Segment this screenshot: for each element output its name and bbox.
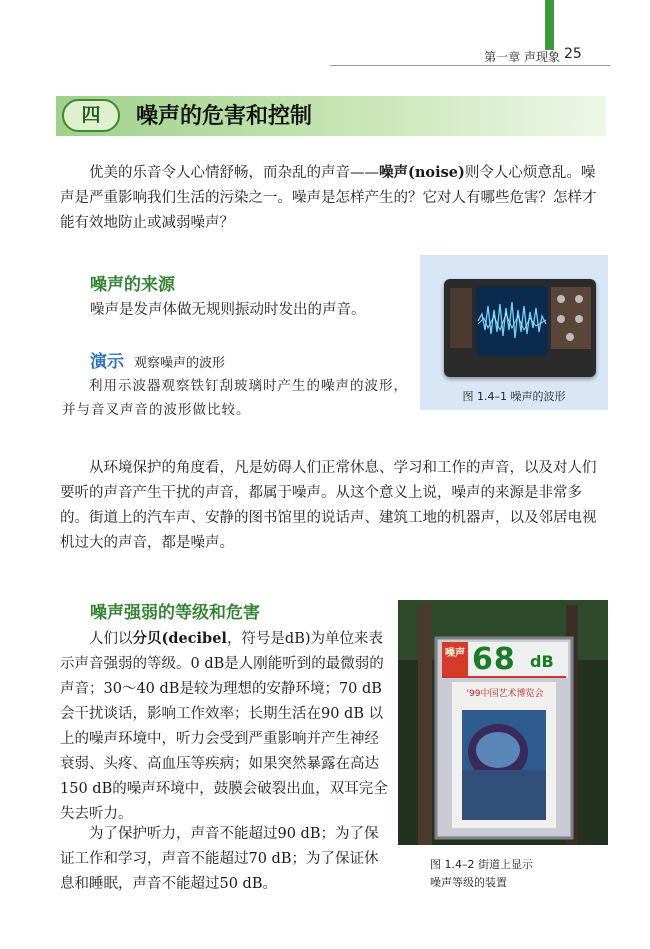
- levels-term-decibel-en: (decibel: [161, 630, 227, 647]
- demo-title: 观察噪声的波形: [134, 356, 226, 371]
- page-number: 25: [564, 46, 582, 62]
- demo-text: 利用示波器观察铁钉刮玻璃时产生的噪声的波形，并与音叉声音的波形做比较。: [62, 378, 408, 418]
- intro-term-noise: 噪声: [379, 164, 408, 181]
- figure-noise-waveform: [420, 255, 608, 410]
- oscilloscope-screen: [476, 286, 548, 356]
- intro-text-1: 优美的乐音令人心情舒畅，而杂乱的声音——: [89, 165, 379, 181]
- levels-text-2: ，符号是dB)为单位来表示声音强弱的等级。0 dB是人刚能听到的最微弱的声音；30～40 dB是较为理想的安静环境；70 dB会干扰谈话，影响工作效率；长期生活在90 dB 以上的噪声环境中，听力会受到严重影响并产生神经衰弱、头疼、高血压等疾病；如果突然暴露在高达150 dB的噪声环境中，鼓膜会破裂出血，双耳完全失去听力。: [60, 631, 388, 822]
- section-number-badge: 四: [62, 99, 120, 132]
- waveform-graphic: [476, 286, 548, 356]
- environment-paragraph: 从环境保护的角度看，凡是妨碍人们正常休息、学习和工作的声音，以及对人们要听的声音产生干扰的声音，都属于噪声。从这个意义上说，噪声的来源是非常多的。街道上的汽车声、安静的图书馆里的说话声、建筑工地的机器声，以及邻居电视机过大的声音，都是噪声。: [60, 460, 597, 551]
- figure-street-noise-display: [398, 600, 608, 845]
- figure-1-caption: 图 1.4–1 噪声的波形: [462, 390, 566, 403]
- intro-paragraph: [60, 160, 608, 236]
- levels-text-1: 人们以: [89, 631, 133, 647]
- poster-title: '99中国艺术博览会: [466, 689, 544, 699]
- intro-term-noise-en: (noise): [408, 164, 465, 181]
- environment-paragraph-block: [60, 456, 608, 556]
- section-title: 噪声的危害和控制: [136, 104, 313, 129]
- display-unit: dB: [530, 652, 554, 671]
- display-side-label: 噪声: [445, 648, 465, 659]
- intro-text-2: 则令人心烦意乱。噪声是严重影响我们生活的污染之一。噪声是怎样产生的？它对人有哪些危害？怎样才能有效地防止或减弱噪声？: [60, 165, 597, 231]
- figure-2-caption: [430, 856, 600, 896]
- chapter-tab-marker: [545, 0, 554, 50]
- demo-description: [62, 374, 412, 422]
- header-rule: [330, 65, 610, 66]
- running-header: 第一章 声现象: [484, 50, 560, 64]
- subheading-noise-source: 噪声的来源: [90, 275, 175, 295]
- display-reading: 68: [472, 642, 516, 677]
- noise-definition: 噪声是发声体做无规则振动时发出的声音。: [90, 302, 366, 318]
- levels-term-decibel: 分贝: [132, 630, 162, 647]
- figure-2-caption-line-1: 图 1.4–2 街道上显示: [430, 858, 533, 871]
- levels-paragraph-2: [60, 822, 390, 897]
- levels-text-3: 为了保护听力，声音不能超过90 dB；为了保证工作和学习，声音不能超过70 dB；为了保证休息和睡眠，声音不能超过50 dB。: [60, 826, 379, 892]
- oscilloscope-left-panel: [450, 288, 472, 348]
- subheading-noise-levels: 噪声强弱的等级和危害: [90, 603, 260, 623]
- levels-paragraph-1: [60, 626, 390, 827]
- demo-header: [90, 347, 410, 373]
- street-display-illustration: [398, 600, 608, 845]
- oscilloscope-control-panel: [551, 287, 591, 349]
- demo-label: 演示: [90, 352, 124, 372]
- figure-2-caption-line-2: 噪声等级的装置: [430, 876, 507, 889]
